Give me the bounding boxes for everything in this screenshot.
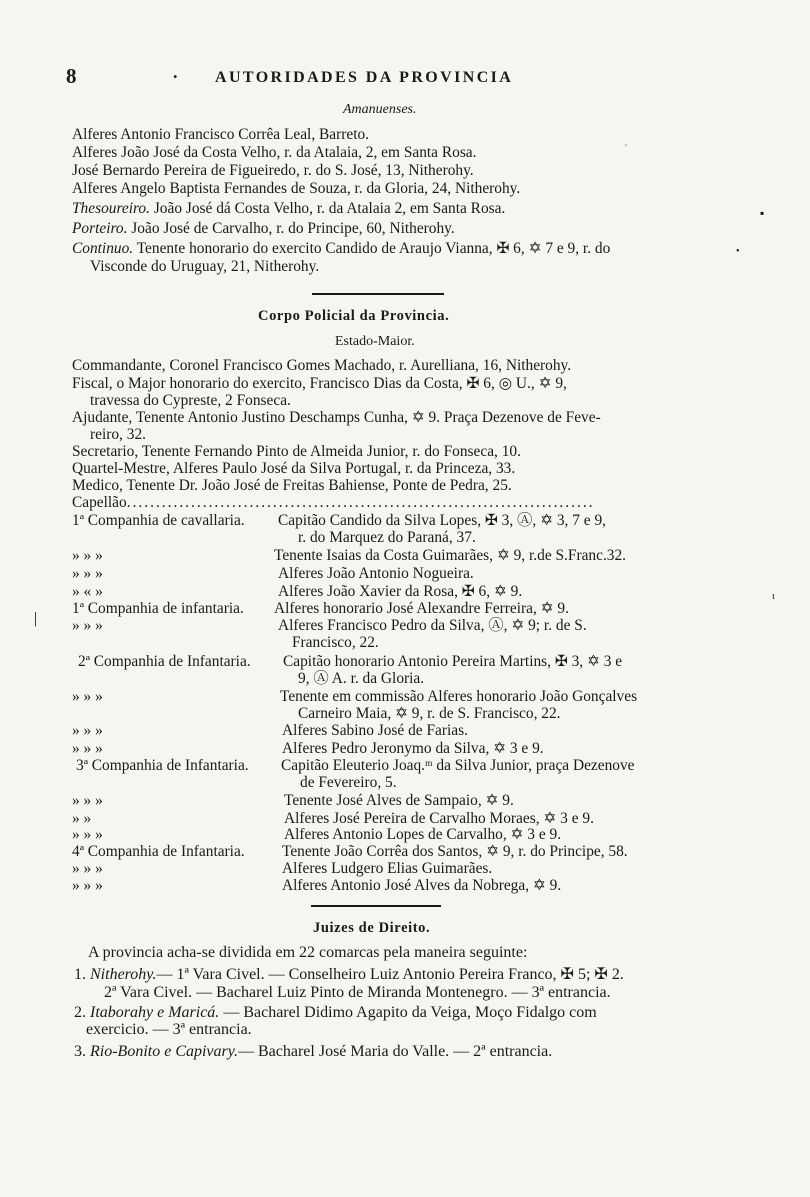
corpo-policial-heading: Corpo Policial da Provincia. [258,308,450,324]
companhia-officer: Capitão Eleuterio Joaq.ᵐ da Silva Junior, praça Dezenove [281,757,635,774]
amanuense-line: Alferes João José da Costa Velho, r. da Atalaia, 2, em Santa Rosa. [72,144,477,161]
companhia-unit: » » [72,810,92,827]
header-separator: . [173,62,178,82]
estado-maior-line: Secretario, Tenente Fernando Pinto de Almeida Junior, r. do Fonseca, 10. [72,443,521,460]
estado-maior-line: Medico, Tenente Dr. João José de Freitas Bahiense, Ponte de Pedra, 25. [72,477,512,494]
companhia-officer: 9, Ⓐ A. r. da Gloria. [298,670,425,687]
section-divider [312,293,444,295]
companhia-officer: Alferes Francisco Pedro da Silva, Ⓐ, ✡ 9; r. de S. [278,617,587,634]
continuo-text: Tenente honorario do exercito Candido de Araujo Vianna, ✠ 6, ✡ 7 e 9, r. do [136,240,611,257]
comarca-line [74,1004,597,1021]
estado-maior-line: travessa do Cypreste, 2 Fonseca. [90,392,291,409]
thesoureiro-text: João José dá Costa Velho, r. da Atalaia 2, em Santa Rosa. [153,200,506,217]
companhia-unit: » » » [72,826,103,843]
companhia-officer: Alferes Ludgero Elias Guimarães. [282,860,493,877]
companhia-officer: Tenente em commissão Alferes honorario João Gonçalves [280,688,638,705]
companhia-unit: » « » [72,583,103,600]
porteiro-label: Porteiro. [72,220,128,237]
amanuense-line: Alferes Angelo Baptista Fernandes de Souza, r. da Gloria, 24, Nitherohy. [72,180,521,197]
companhia-unit: » » » [72,877,103,894]
juizes-intro: A provincia acha-se dividida em 22 comarcas pela maneira seguinte: [88,944,528,961]
companhia-officer: Alferes Antonio Lopes de Carvalho, ✡ 3 e 9. [284,826,562,843]
companhia-unit: » » » [72,792,103,809]
estado-maior-line: Commandante, Coronel Francisco Gomes Machado, r. Aurelliana, 16, Nitherohy. [72,357,572,374]
comarca-line: exercicio. — 3ª entrancia. [86,1021,252,1038]
companhia-officer: Francisco, 22. [292,634,379,651]
estado-maior-line: Fiscal, o Major honorario do exercito, Francisco Dias da Costa, ✠ 6, ◎ U., ✡ 9, [72,375,567,392]
companhia-unit: » » » [72,565,103,582]
companhia-unit: 1ª Companhia de infantaria. [72,600,244,617]
companhia-unit: » » » [72,860,103,877]
companhia-unit: » » » [72,740,103,757]
continuo-line [72,240,610,257]
estado-maior-line: reiro, 32. [90,426,146,443]
companhia-officer: Tenente João Corrêa dos Santos, ✡ 9, r. do Principe, 58. [282,843,628,860]
companhia-unit: 4ª Companhia de Infantaria. [72,843,245,860]
companhia-officer: de Fevereiro, 5. [300,774,397,791]
estado-maior-line: Ajudante, Tenente Antonio Justino Deschamps Cunha, ✡ 9. Praça Dezenove de Feve- [72,409,601,426]
companhia-unit: 3ª Companhia de Infantaria. [76,757,249,774]
thesoureiro-line [72,200,505,217]
companhia-officer: Tenente Isaias da Costa Guimarães, ✡ 9, r.de S.Franc.32. [274,547,627,564]
page-number: 8 [66,64,77,88]
companhia-officer: Alferes Sabino José de Farias. [282,722,468,739]
comarca-text: — 1ª Vara Civel. — Conselheiro Luiz Antonio Pereira Franco, ✠ 5; ✠ 2. [156,966,624,983]
companhia-unit: » » » [72,688,103,705]
comarca-place: Nitherohy. [90,966,157,983]
companhia-unit: » » » [72,547,103,564]
comarca-text: — Bacharel José Maria do Valle. — 2ª entrancia. [237,1043,553,1060]
companhia-unit: » » » [72,617,103,634]
continuo-continuation: Visconde do Uruguay, 21, Nitherohy. [90,258,320,275]
companhia-unit: » » » [72,722,103,739]
companhia-officer: Tenente José Alves de Sampaio, ✡ 9. [284,792,514,809]
comarca-place: Itaborahy e Maricá. [90,1004,220,1021]
companhia-officer: Capitão honorario Antonio Pereira Martins, ✠ 3, ✡ 3 e [283,653,623,670]
companhia-officer: Alferes José Pereira de Carvalho Moraes, ✡ 3 e 9. [284,810,594,827]
companhia-officer: Alferes João Antonio Nogueira. [278,565,474,582]
scan-speck: ▪ [760,206,765,220]
companhia-officer: Alferes Pedro Jeronymo da Silva, ✡ 3 e 9. [282,740,544,757]
comarca-line: 2ª Vara Civel. — Bacharel Luiz Pinto de Miranda Montenegro. — 3ª entrancia. [104,984,611,1001]
comarca-number: 1. [74,966,86,983]
porteiro-text: João José de Carvalho, r. do Principe, 60, Nitherohy. [131,220,455,237]
comarca-number: 2. [74,1004,86,1021]
capellao-label: Capellão [72,494,127,511]
scan-speck: | [34,610,38,627]
amanuenses-heading: Amanuenses. [343,102,417,117]
amanuense-line: Alferes Antonio Francisco Corrêa Leal, Barreto. [72,126,370,143]
scan-speck: ʹ [625,143,628,154]
thesoureiro-label: Thesoureiro. [72,200,150,217]
estado-maior-heading: Estado-Maior. [335,334,415,349]
capellao-line [72,494,752,511]
comarca-line [74,1043,552,1060]
continuo-label: Continuo. [72,240,134,257]
companhia-officer: Alferes Antonio José Alves da Nobrega, ✡ 9. [282,877,562,894]
estado-maior-line: Quartel-Mestre, Alferes Paulo José da Silva Portugal, r. da Princeza, 33. [72,460,516,477]
companhia-unit: 1ª Companhia de cavallaria. [72,512,245,529]
section-divider [311,905,441,907]
porteiro-line [72,220,455,237]
companhia-officer: Alferes honorario José Alexandre Ferreira, ✡ 9. [274,600,569,617]
page-header-title: AUTORIDADES DA PROVINCIA [215,69,514,86]
scan-speck: ɩ [772,591,775,602]
scan-speck: • [736,246,740,257]
companhia-unit: 2ª Companhia de Infantaria. [78,653,251,670]
juizes-heading: Juizes de Direito. [313,920,431,936]
amanuense-line: José Bernardo Pereira de Figueiredo, r. do S. José, 13, Nitherohy. [72,162,474,179]
companhia-officer: Capitão Candido da Silva Lopes, ✠ 3, Ⓐ, ✡ 3, 7 e 9, [278,512,607,529]
comarca-number: 3. [74,1043,86,1060]
capellao-dots: ................................................................................ [126,494,595,511]
companhia-officer: Carneiro Maia, ✡ 9, r. de S. Francisco, 22. [298,705,561,722]
companhia-officer: r. do Marquez do Paraná, 37. [298,529,476,546]
companhia-officer: Alferes João Xavier da Rosa, ✠ 6, ✡ 9. [278,583,523,600]
comarca-line [74,966,624,983]
comarca-text: — Bacharel Didimo Agapito da Veiga, Moço Fidalgo com [219,1004,597,1021]
comarca-place: Rio-Bonito e Capivary. [90,1043,238,1060]
